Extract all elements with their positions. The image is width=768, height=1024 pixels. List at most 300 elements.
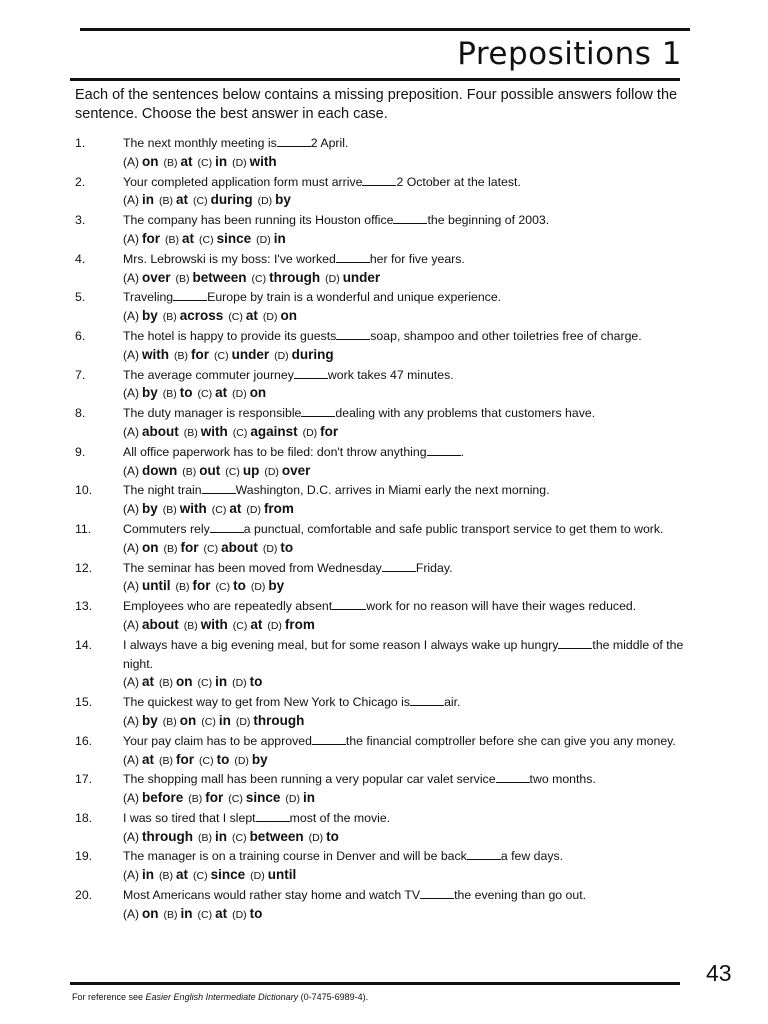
option-word: during (210, 192, 253, 208)
option-letter: (D) (246, 504, 261, 517)
sentence-start: The average commuter journey (123, 367, 294, 382)
answer-blank (410, 694, 444, 706)
option-word: with (200, 423, 228, 439)
option-letter: (D) (235, 715, 251, 728)
sentence-start: Your completed application form must arrive (123, 174, 363, 189)
option-word: between (249, 828, 304, 844)
sentence-end: the beginning of 2003. (427, 213, 550, 228)
option-word: in (142, 867, 154, 883)
option-letter: (A) (123, 906, 139, 921)
question-number: 20. (75, 888, 93, 903)
sentence-start: I was so tired that I slept (123, 810, 256, 825)
option-letter: (A) (123, 424, 139, 439)
option-letter: (D) (256, 233, 271, 246)
option-word: under (231, 346, 270, 362)
sentence-end: soap, shampoo and other toiletries free of charge. (370, 328, 642, 343)
sentence-end: the evening than go out. (454, 888, 587, 903)
option-letter: (C) (203, 542, 219, 555)
answer-options (123, 751, 685, 771)
question-sentence (123, 211, 685, 230)
answer-options (123, 269, 685, 289)
question-item (75, 770, 685, 809)
option-letter: (B) (165, 233, 179, 246)
option-word: for (205, 790, 224, 806)
sentence-start: The shopping mall has been running a very popular car valet service (123, 772, 496, 787)
option-letter: (C) (199, 233, 214, 246)
question-number: 3. (75, 213, 86, 228)
question-sentence (123, 559, 685, 578)
answer-options (123, 153, 685, 173)
option-letter: (C) (197, 908, 213, 921)
answer-options (123, 789, 685, 809)
sentence-end: dealing with any problems that customers have. (335, 406, 596, 421)
option-word: by (275, 192, 291, 208)
option-word: about (142, 616, 179, 632)
answer-options (123, 616, 685, 636)
answer-blank (173, 289, 207, 301)
option-letter: (D) (232, 677, 247, 690)
option-letter: (B) (162, 504, 177, 517)
option-word: on (179, 712, 197, 728)
option-word: with (200, 616, 228, 632)
option-letter: (A) (123, 270, 139, 285)
footnote-suffix: (0-7475-6989-4). (298, 992, 369, 1002)
option-word: for (176, 751, 195, 767)
question-number: 10. (75, 483, 93, 498)
sentence-end: the financial comptroller before she can give you any money. (345, 733, 676, 748)
answer-blank (336, 251, 370, 263)
question-sentence (123, 520, 685, 539)
option-word: out (199, 462, 221, 478)
question-item (75, 847, 685, 886)
sentence-end: Europe by train is a wonderful and unique experience. (207, 290, 502, 305)
option-letter: (D) (232, 156, 247, 169)
option-letter: (C) (251, 272, 267, 285)
option-word: by (268, 578, 285, 594)
option-word: at (229, 501, 242, 517)
option-word: at (215, 905, 228, 921)
option-word: until (267, 867, 297, 883)
option-letter: (A) (123, 829, 139, 844)
answer-options (123, 423, 685, 443)
option-letter: (C) (214, 349, 229, 362)
question-list (75, 134, 685, 925)
answer-options (123, 577, 685, 597)
question-number: 1. (75, 136, 86, 150)
option-letter: (A) (123, 713, 139, 728)
option-letter: (A) (123, 752, 139, 767)
sentence-start: Your pay claim has to be approved (123, 733, 312, 748)
answer-blank (496, 771, 530, 783)
sentence-start: The night train (123, 483, 202, 498)
question-number: 5. (75, 290, 86, 305)
option-word: until (142, 578, 171, 594)
answer-options (123, 500, 685, 520)
answer-blank (332, 598, 366, 610)
answer-options (123, 307, 685, 327)
question-item (75, 134, 685, 173)
option-letter: (A) (123, 154, 139, 169)
question-item (75, 173, 685, 212)
option-word: in (273, 230, 286, 246)
sentence-end: a punctual, comfortable and safe public transport service to get them to work. (243, 521, 664, 536)
option-word: on (249, 385, 267, 401)
sentence-end: air. (444, 695, 461, 710)
sentence-start: The hotel is happy to provide its guests (123, 328, 337, 343)
option-letter: (B) (182, 465, 197, 478)
sentence-end: a few days. (500, 849, 564, 864)
answer-blank (362, 174, 396, 186)
question-sentence (123, 809, 685, 828)
option-letter: (B) (159, 195, 173, 208)
option-word: in (302, 790, 315, 806)
option-letter: (B) (163, 156, 178, 169)
option-letter: (B) (188, 793, 203, 806)
sentence-start: Traveling (123, 290, 174, 305)
question-item (75, 404, 685, 443)
sentence-end: Friday. (415, 560, 453, 575)
option-word: to (233, 578, 246, 594)
answer-options (123, 539, 685, 559)
question-number: 13. (75, 599, 93, 614)
sentence-end: most of the movie. (289, 810, 391, 825)
question-sentence (123, 443, 685, 462)
option-letter: (D) (302, 426, 318, 439)
option-word: at (176, 867, 189, 883)
option-letter: (C) (228, 311, 243, 324)
question-number: 7. (75, 367, 86, 382)
title-rule (70, 78, 680, 81)
answer-options (123, 384, 685, 404)
option-word: to (326, 828, 339, 844)
option-word: in (214, 828, 227, 844)
option-word: since (210, 867, 246, 883)
option-letter: (A) (123, 502, 139, 517)
option-word: for (191, 346, 209, 362)
page-title: Prepositions 1 (457, 36, 682, 72)
option-word: over (281, 462, 311, 478)
option-word: on (142, 153, 159, 169)
option-word: against (250, 423, 298, 439)
option-word: at (215, 385, 228, 401)
option-letter: (A) (123, 193, 139, 208)
option-letter: (D) (285, 793, 300, 806)
question-sentence (123, 404, 685, 423)
option-letter: (B) (163, 542, 178, 555)
question-item (75, 693, 685, 732)
option-word: through (253, 712, 305, 728)
option-word: through (269, 269, 321, 285)
top-rule (80, 28, 690, 31)
sentence-start: The duty manager is responsible (123, 406, 302, 421)
question-item (75, 288, 685, 327)
question-number: 9. (75, 444, 86, 459)
option-letter: (B) (175, 272, 190, 285)
question-sentence (123, 636, 685, 674)
question-sentence (123, 327, 685, 346)
option-letter: (D) (264, 465, 279, 478)
option-word: through (142, 828, 193, 844)
option-letter: (C) (199, 754, 214, 767)
option-word: on (142, 905, 159, 921)
answer-blank (382, 560, 416, 572)
question-sentence (123, 481, 685, 500)
answer-blank (420, 887, 454, 899)
option-letter: (B) (159, 870, 173, 883)
question-item (75, 443, 685, 482)
question-sentence (123, 134, 685, 153)
option-letter: (A) (123, 617, 139, 632)
question-item (75, 559, 685, 598)
sentence-end: two months. (529, 772, 596, 787)
sentence-start: The company has been running its Houston office (123, 213, 394, 228)
answer-blank (312, 733, 346, 745)
question-sentence (123, 732, 685, 751)
sentence-end: 2 April. (310, 136, 349, 150)
answer-blank (558, 637, 592, 649)
option-letter: (D) (325, 272, 340, 285)
sentence-start: The manager is on a training course in Denver and will be back (123, 849, 467, 864)
answer-blank (294, 367, 328, 379)
option-word: between (192, 269, 247, 285)
option-letter: (C) (231, 831, 247, 844)
sentence-end: work for no reason will have their wages reduced. (366, 599, 637, 614)
question-sentence (123, 847, 685, 866)
question-sentence (123, 250, 685, 269)
question-number: 2. (75, 174, 86, 189)
answer-options (123, 346, 685, 366)
option-word: in (218, 712, 231, 728)
option-word: since (245, 790, 281, 806)
question-sentence (123, 173, 685, 192)
answer-blank (202, 482, 236, 494)
option-letter: (C) (211, 504, 227, 517)
sentence-end: . (460, 444, 464, 459)
option-letter: (C) (225, 465, 240, 478)
question-item (75, 809, 685, 848)
option-letter: (B) (163, 908, 178, 921)
option-word: with (249, 153, 277, 169)
option-letter: (D) (250, 581, 266, 594)
answer-options (123, 712, 685, 732)
sentence-end: the middle of the night. (123, 637, 684, 671)
question-item (75, 636, 685, 693)
answer-options (123, 230, 685, 250)
option-word: for (180, 539, 199, 555)
option-word: for (142, 230, 160, 246)
option-word: at (250, 616, 263, 632)
option-word: with (179, 501, 207, 517)
option-letter: (D) (257, 195, 273, 208)
question-sentence (123, 288, 685, 307)
option-letter: (A) (123, 309, 139, 324)
option-letter: (D) (308, 831, 324, 844)
question-item (75, 327, 685, 366)
question-sentence (123, 693, 685, 712)
question-number: 8. (75, 406, 86, 421)
question-number: 6. (75, 328, 86, 343)
question-number: 12. (75, 560, 93, 575)
option-letter: (D) (262, 311, 278, 324)
answer-blank (393, 212, 427, 224)
sentence-start: Employees who are repeatedly absent (123, 599, 333, 614)
question-item (75, 366, 685, 405)
option-letter: (A) (123, 347, 139, 362)
question-sentence (123, 366, 685, 385)
question-number: 15. (75, 695, 93, 710)
option-word: over (142, 269, 171, 285)
option-letter: (D) (267, 619, 282, 632)
option-letter: (B) (174, 349, 188, 362)
answer-options (123, 905, 685, 925)
option-word: by (142, 712, 158, 728)
option-word: down (142, 462, 178, 478)
option-word: by (142, 501, 158, 517)
option-word: by (142, 308, 158, 324)
option-letter: (D) (234, 754, 249, 767)
answer-blank (277, 135, 311, 147)
option-word: with (142, 346, 169, 362)
option-letter: (B) (183, 426, 198, 439)
option-letter: (A) (123, 231, 139, 246)
option-word: in (215, 153, 228, 169)
answer-options (123, 828, 685, 848)
sentence-start: The seminar has been moved from Wednesday (123, 560, 382, 575)
answer-options (123, 462, 685, 482)
question-number: 16. (75, 733, 93, 748)
option-letter: (C) (232, 426, 248, 439)
option-letter: (C) (215, 581, 231, 594)
option-word: since (216, 230, 252, 246)
sentence-start: I always have a big evening meal, but for some reason I always wake up hungry (123, 637, 559, 652)
option-word: in (180, 905, 193, 921)
sentence-start: Commuters rely (123, 521, 210, 536)
option-letter: (D) (232, 388, 247, 401)
option-word: at (142, 674, 155, 690)
sentence-start: All office paperwork has to be filed: don't throw anything (123, 444, 427, 459)
answer-blank (467, 848, 501, 860)
option-word: under (342, 269, 381, 285)
option-word: on (176, 674, 193, 690)
answer-options (123, 191, 685, 211)
option-letter: (C) (197, 388, 213, 401)
question-number: 19. (75, 849, 93, 864)
option-letter: (A) (123, 868, 139, 883)
sentence-start: Mrs. Lebrowski is my boss: I've worked (123, 251, 336, 266)
option-word: by (142, 385, 158, 401)
question-number: 11. (75, 521, 92, 536)
answer-blank (256, 810, 290, 822)
option-word: from (263, 501, 294, 517)
question-item (75, 211, 685, 250)
option-letter: (B) (162, 715, 177, 728)
question-item (75, 886, 685, 925)
option-letter: (C) (193, 870, 208, 883)
question-item (75, 520, 685, 559)
option-letter: (B) (159, 677, 174, 690)
option-word: during (291, 346, 334, 362)
option-letter: (C) (228, 793, 243, 806)
option-word: at (245, 308, 258, 324)
option-letter: (C) (232, 619, 248, 632)
instructions: Each of the sentences below contains a missing preposition. Four possible answers follow the sentence. Choose the best answer in each case. (75, 87, 678, 122)
option-letter: (B) (162, 311, 177, 324)
question-item (75, 732, 685, 771)
question-number: 18. (75, 810, 93, 825)
option-letter: (A) (123, 579, 139, 594)
option-word: about (142, 423, 179, 439)
question-item (75, 597, 685, 636)
option-word: to (249, 905, 263, 921)
option-word: up (242, 462, 260, 478)
sentence-start: Most Americans would rather stay home and watch TV (123, 888, 421, 903)
footnote-prefix: For reference see (72, 992, 146, 1002)
bottom-rule (70, 982, 680, 985)
option-word: to (216, 751, 230, 767)
option-letter: (A) (123, 675, 139, 690)
sentence-end: Washington, D.C. arrives in Miami early the next morning. (235, 483, 550, 498)
question-number: 14. (75, 637, 93, 652)
option-letter: (A) (123, 463, 139, 478)
footnote-book-title: Easier English Intermediate Dictionary (145, 992, 299, 1002)
option-word: to (280, 539, 294, 555)
option-letter: (C) (193, 195, 208, 208)
option-word: by (251, 751, 268, 767)
option-letter: (D) (250, 870, 265, 883)
question-number: 4. (75, 251, 86, 266)
sentence-start: The next monthly meeting is (123, 136, 277, 150)
sentence-end: 2 October at the latest. (396, 174, 521, 189)
option-word: in (215, 674, 228, 690)
option-word: at (142, 751, 155, 767)
question-item (75, 481, 685, 520)
option-letter: (D) (232, 908, 247, 921)
option-word: about (221, 539, 258, 555)
option-word: in (142, 192, 154, 208)
question-sentence (123, 886, 685, 905)
sentence-end: her for five years. (369, 251, 465, 266)
reference-footnote (72, 992, 368, 1002)
option-word: from (284, 616, 315, 632)
sentence-start: The quickest way to get from New York to Chicago is (123, 695, 411, 710)
option-word: at (180, 153, 193, 169)
option-letter: (A) (123, 386, 139, 401)
option-letter: (C) (197, 677, 213, 690)
option-letter: (B) (175, 581, 190, 594)
option-letter: (D) (262, 542, 278, 555)
option-letter: (B) (159, 754, 174, 767)
option-word: at (176, 192, 189, 208)
option-word: before (142, 790, 184, 806)
option-word: at (182, 230, 195, 246)
option-letter: (D) (274, 349, 289, 362)
question-item (75, 250, 685, 289)
question-sentence (123, 770, 685, 789)
page-number: 43 (706, 960, 732, 986)
answer-options (123, 673, 685, 693)
answer-options (123, 866, 685, 886)
question-sentence (123, 597, 685, 616)
option-letter: (B) (162, 388, 177, 401)
option-letter: (B) (197, 831, 212, 844)
option-word: for (192, 578, 211, 594)
option-word: on (280, 308, 297, 324)
option-letter: (A) (123, 791, 139, 806)
answer-blank (210, 521, 244, 533)
option-letter: (C) (197, 156, 213, 169)
sentence-end: work takes 47 minutes. (327, 367, 454, 382)
answer-blank (336, 328, 370, 340)
